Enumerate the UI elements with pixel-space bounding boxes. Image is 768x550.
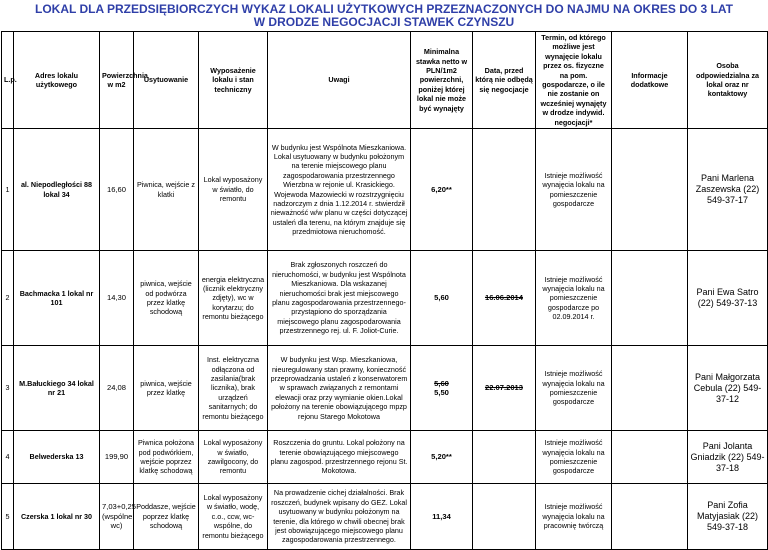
cell-date xyxy=(473,431,536,484)
date-old: 16.06.2014 xyxy=(484,293,523,303)
header-address: Adres lokalu użytkowego xyxy=(14,32,100,129)
cell-info xyxy=(612,251,688,346)
cell-lp: 3 xyxy=(2,346,14,431)
cell-date xyxy=(473,251,536,346)
cell-area: 14,30 xyxy=(100,251,134,346)
cell-notes: Brak zgłoszonych roszczeń do nieruchomości, w budynku jest Wspólnota Mieszkaniowa. Dla wskazanej nieruchomości brak jest miejscowego planu zagospodarowania przestrzennego-przystąpiono do sporządzania miejscowego planu zagospodarowania przestrzennego rej. ul. F. Joliot-Curie. xyxy=(268,251,411,346)
cell-notes: W budynku jest Wspólnota Mieszkaniowa. Lokal usytuowany w budynku położonym na terenie miejscowego planu zagospodarowania przestrzennego Wierzbna w rejonie ul. Krasickiego. Wojewoda Mazowiecki w rozstrzygnięciu nadzorczym z dnia 1.12.2014 r. stwierdził nieważność w/w planu w części dotyczącej ustaleń dla terenu, na którym znajduje się przedmiotowa nieruchomość. xyxy=(268,129,411,251)
cell-lp: 4 xyxy=(2,431,14,484)
cell-term: Istnieje możliwość wynajęcia lokalu na pracownię twórczą xyxy=(536,484,612,550)
cell-address: al. Niepodległości 88 lokal 34 xyxy=(14,129,100,251)
header-info: Informacje dodatkowe xyxy=(612,32,688,129)
cell-address: Czerska 1 lokal nr 30 xyxy=(14,484,100,550)
cell-date xyxy=(473,129,536,251)
cell-contact: Pani Małgorzata Cebula (22) 549-37-12 xyxy=(688,346,768,431)
cell-location: Piwnica, wejście z klatki xyxy=(134,129,199,251)
cell-info xyxy=(612,431,688,484)
header-equipment: Wyposażenie lokalu i stan techniczny xyxy=(199,32,268,129)
cell-info xyxy=(612,484,688,550)
rate-current: 11,34 xyxy=(432,511,451,521)
header-rate: Minimalna stawka netto w PLN/1m2 powierzchni, poniżej której lokal nie może być wynajęty xyxy=(411,32,473,129)
header-area: Powierzchnia w m2 xyxy=(100,32,134,129)
rate-current: 5,20** xyxy=(431,452,452,462)
table-row xyxy=(2,346,768,431)
header-location: Usytuowanie xyxy=(134,32,199,129)
cell-equipment: Lokal wyposażony w światło, do remontu xyxy=(199,129,268,251)
cell-term: Istnieje możliwość wynajęcia lokalu na pomieszczenie gospodarcze po 02.09.2014 r. xyxy=(536,251,612,346)
premises-table xyxy=(1,31,768,550)
date-old: 22.07.2013 xyxy=(484,383,523,393)
header-row xyxy=(2,32,768,129)
header-term: Termin, od którego możliwe jest wynajęcie lokalu przez os. fizyczne na pom. gospodarcze, o ile nie zostanie on wcześniej wynajęty w drodze indywid. negocjacji* xyxy=(536,32,612,129)
cell-area: 24,08 xyxy=(100,346,134,431)
cell-address: M.Bałuckiego 34 lokal nr 21 xyxy=(14,346,100,431)
cell-lp: 5 xyxy=(2,484,14,550)
cell-equipment: Lokal wyposażony w światło, wodę, c.o., ccw, wc-wspólne, do remontu bieżącego xyxy=(199,484,268,550)
cell-term: Istnieje możliwość wynajęcia lokalu na pomieszczenie gospodarcze xyxy=(536,431,612,484)
cell-date xyxy=(473,484,536,550)
header-contact: Osoba odpowiedzialna za lokal oraz nr kontaktowy xyxy=(688,32,768,129)
cell-rate xyxy=(411,251,473,346)
document-subtitle: W DRODZE NEGOCJACJI STAWEK CZYNSZU xyxy=(253,15,515,29)
rate-current: 5,60 xyxy=(434,293,449,303)
cell-lp: 2 xyxy=(2,251,14,346)
document-title: LOKAL DLA PRZEDSIĘBIORCZYCH WYKAZ LOKALI UŻYTKOWYCH PRZEZNACZONYCH DO NAJMU NA OKRES DO 3 LAT xyxy=(35,2,733,16)
cell-contact: Pani Jolanta Gniadzik (22) 549-37-18 xyxy=(688,431,768,484)
cell-date xyxy=(473,346,536,431)
cell-location: Poddasze, wejście poprzez klatkę schodową xyxy=(134,484,199,550)
cell-rate xyxy=(411,346,473,431)
cell-address: Bachmacka 1 lokal nr 101 xyxy=(14,251,100,346)
cell-term: Istnieje możliwość wynajęcia lokalu na pomieszczenie gospodarcze xyxy=(536,346,612,431)
cell-location: piwnica, wejście przez klatkę xyxy=(134,346,199,431)
cell-info xyxy=(612,129,688,251)
table-row xyxy=(2,484,768,550)
cell-rate xyxy=(411,484,473,550)
cell-notes: W budynku jest Wsp. Mieszkaniowa, nieuregulowany stan prawny, konieczność przeprowadzania ustaleń z konserwatorem w sprawach związanych z remontami elewacji oraz przy wymianie okien.Lokal położony na terenie obowiązującego mpzp rejonu Starego Mokotowa xyxy=(268,346,411,431)
cell-contact: Pani Zofia Matyjasiak (22) 549-37-18 xyxy=(688,484,768,550)
cell-rate xyxy=(411,431,473,484)
table-row xyxy=(2,431,768,484)
rate-old: 5,60 xyxy=(434,378,449,388)
rate-current: 6,20** xyxy=(431,184,452,194)
header-notes: Uwagi xyxy=(268,32,411,129)
cell-rate xyxy=(411,129,473,251)
table-row xyxy=(2,129,768,251)
rate-current: 5,50 xyxy=(434,388,449,398)
header-lp: L.p. xyxy=(2,32,14,129)
header-date: Data, przed którą nie odbędą się negocjacje xyxy=(473,32,536,129)
cell-contact: Pani Ewa Satro (22) 549-37-13 xyxy=(688,251,768,346)
cell-equipment: Lokal wyposażony w światło, zawilgocony, do remontu xyxy=(199,431,268,484)
cell-address: Belwederska 13 xyxy=(14,431,100,484)
cell-location: Piwnica położona pod podwórkiem, wejście poprzez klatkę schodową xyxy=(134,431,199,484)
cell-area: 199,90 xyxy=(100,431,134,484)
cell-equipment: energia elektryczna (licznik elektryczny zdjęty), wc w korytarzu; do remontu bieżącego xyxy=(199,251,268,346)
cell-area: 16,60 xyxy=(100,129,134,251)
cell-term: Istnieje możliwość wynajęcia lokalu na pomieszczenie gospodarcze xyxy=(536,129,612,251)
cell-contact: Pani Marlena Zaszewska (22) 549-37-17 xyxy=(688,129,768,251)
cell-info xyxy=(612,346,688,431)
cell-notes: Roszczenia do gruntu. Lokal położony na terenie obowiązującego miejscowego planu zagospod. przestrzennego rejonu St. Mokotowa. xyxy=(268,431,411,484)
cell-area: 7,03+0,25 (wspólne wc) xyxy=(100,484,134,550)
table-row xyxy=(2,251,768,346)
cell-notes: Na prowadzenie cichej działalności. Brak roszczeń, budynek wpisany do GEZ. Lokal usytuowany w budynku położonym na terenie, dla którego w chwili obecnej brak jest obowiązującego miejscowego planu zagospodarowania przestrzennego. xyxy=(268,484,411,550)
cell-equipment: Inst. elektryczna odłączona od zasilania(brak licznika), brak urządzeń sanitarnych; do remontu bieżącego xyxy=(199,346,268,431)
cell-location: piwnica, wejście od podwórza przez klatkę schodową xyxy=(134,251,199,346)
cell-lp: 1 xyxy=(2,129,14,251)
